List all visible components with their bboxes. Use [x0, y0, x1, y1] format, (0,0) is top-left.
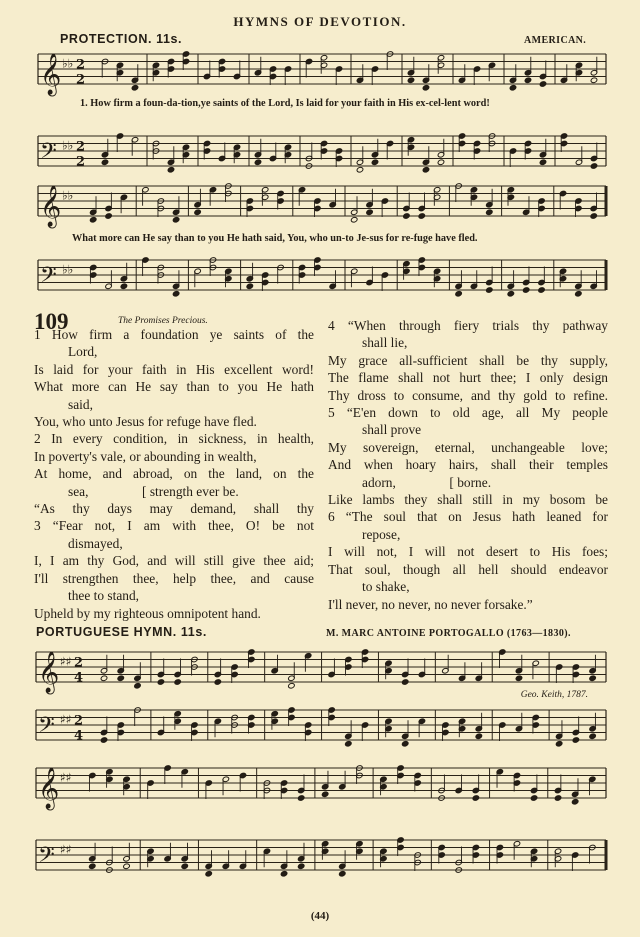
tune-title-protection: PROTECTION. 11s.	[60, 32, 183, 46]
music-system-4-bass	[0, 826, 640, 896]
hymn-line: I will not, I will not desert to His foes;	[328, 544, 608, 560]
hymn-attribution: Geo. Keith, 1787.	[520, 690, 588, 700]
running-head: HYMNS OF DEVOTION.	[233, 14, 407, 29]
hymn-line: Upheld by my righteous omnipotent hand.	[34, 605, 261, 621]
music-system-1	[0, 48, 640, 140]
lyric-verse-1: 1. How firm a foun-da-tion,ye saints of the Lord, Is laid for your faith in His ex-cel-lent word!	[80, 98, 490, 109]
svg-text:♯♯: ♯♯	[60, 842, 72, 857]
hymn-line: 5 “E'en down to old age, all My people	[328, 405, 608, 421]
page-folio: (44)	[310, 910, 330, 922]
staff	[36, 707, 606, 747]
svg-text:𝄢: 𝄢	[38, 713, 55, 743]
svg-text:♭♭: ♭♭	[62, 262, 74, 277]
hymn-line: You, who unto Jesus for refuge have fled.	[34, 414, 257, 430]
music-system-2	[0, 178, 640, 230]
hymn-line: shall prove	[362, 422, 422, 438]
svg-text:♯♯: ♯♯	[60, 770, 72, 785]
music-system-4	[0, 758, 640, 814]
hymn-line: 4 “When through fiery trials thy pathway	[328, 318, 608, 333]
svg-text:4: 4	[74, 670, 84, 686]
hymn-line: Is laid for your faith in His excellent word!	[34, 361, 314, 377]
staff	[38, 257, 606, 297]
staff	[38, 133, 606, 173]
svg-text:𝄞: 𝄞	[38, 768, 60, 809]
hymn-text-left-column	[34, 326, 314, 622]
staff	[36, 765, 606, 810]
hymn-line: to shake,	[362, 579, 410, 595]
hymn-line: In poverty's vale, or abounding in wealth,	[34, 448, 257, 464]
svg-text:2: 2	[76, 154, 86, 170]
hymn-line: And when hoary hairs, shall their temples	[328, 457, 608, 473]
hymn-line: 2 In every condition, in sickness, in health,	[34, 431, 314, 447]
staff	[36, 649, 606, 694]
hymn-line: My grace all-sufficient shall be thy supply,	[328, 352, 608, 368]
hymn-line: Thy dross to consume, and thy gold to refine.	[328, 387, 608, 403]
hymn-subtitle: The Promises Precious.	[118, 316, 208, 326]
lyric-refrain: What more can He say than to you He hath said, You, who un-to Je-sus for re-fuge have fled.	[72, 233, 478, 244]
music-system-1-bass	[0, 128, 640, 178]
svg-text:𝄢: 𝄢	[40, 139, 57, 169]
hymn-line: dismayed,	[68, 535, 123, 551]
svg-text:𝄢: 𝄢	[38, 843, 55, 873]
hymn-line: thee to stand,	[68, 588, 140, 604]
hymn-line: shall lie,	[362, 335, 408, 351]
svg-text:2: 2	[74, 655, 84, 671]
hymn-line: Like lambs they shall still in my bosom be	[328, 492, 608, 508]
svg-text:𝄞: 𝄞	[40, 54, 62, 95]
hymn-text-right-column	[328, 317, 608, 613]
svg-text:♯♯: ♯♯	[60, 712, 72, 727]
hymn-line: I'll never, no never, no never forsake.”	[328, 596, 533, 612]
svg-text:𝄞: 𝄞	[38, 652, 60, 693]
svg-text:♭♭: ♭♭	[62, 188, 74, 203]
hymn-line: I'll strengthen thee, help thee, and cause	[34, 570, 314, 586]
music-system-3-bass	[0, 700, 640, 756]
hymn-line: What more can He say than to you He hath	[34, 379, 314, 395]
hymn-line: That soul, though all hell should endeavor	[328, 561, 608, 577]
hymn-line: 1 How firm a foundation ye saints of the	[34, 327, 314, 342]
svg-text:2: 2	[76, 139, 86, 155]
hymn-line: I, I am thy God, and will still give thee aid;	[34, 553, 314, 569]
hymn-line: “As thy days may demand, shall thy	[34, 501, 314, 517]
svg-text:2: 2	[76, 57, 86, 73]
svg-text:2: 2	[74, 713, 84, 729]
svg-text:♭♭: ♭♭	[62, 138, 74, 153]
tune-title-portuguese: PORTUGUESE HYMN. 11s.	[36, 625, 207, 639]
tune-composer-portogallo: M. MARC ANTOINE PORTOGALLO (1763—1830).	[326, 628, 571, 639]
hymn-line: said,	[68, 396, 93, 412]
staff	[38, 51, 606, 96]
hymn-line: The flame shall not hurt thee; I only design	[328, 370, 608, 386]
hymn-number: 109	[34, 309, 69, 334]
staff	[36, 837, 606, 877]
hymn-line: adorn, [ borne.	[362, 474, 492, 490]
hymn-line: At home, and abroad, on the land, on the	[34, 466, 314, 482]
svg-text:𝄢: 𝄢	[40, 263, 57, 293]
hymn-line: sea, [ strength ever be.	[68, 483, 239, 499]
hymn-line: 3 “Fear not, I am with thee, O! be not	[34, 518, 314, 534]
music-system-2-bass	[0, 250, 640, 306]
hymn-line: My sovereign, eternal, unchangeable love;	[328, 439, 608, 455]
svg-text:♭♭: ♭♭	[62, 56, 74, 71]
svg-text:♯♯: ♯♯	[60, 654, 72, 669]
hymn-line: Lord,	[68, 344, 98, 360]
svg-text:2: 2	[76, 72, 86, 88]
svg-text:𝄞: 𝄞	[40, 186, 62, 227]
staff	[38, 183, 606, 228]
tune-composer-american: AMERICAN.	[524, 35, 587, 46]
hymn-line: 6 “The soul that on Jesus hath leaned for	[328, 509, 608, 525]
svg-text:4: 4	[74, 728, 84, 744]
hymn-line: repose,	[362, 526, 401, 542]
music-system-3	[0, 642, 640, 700]
